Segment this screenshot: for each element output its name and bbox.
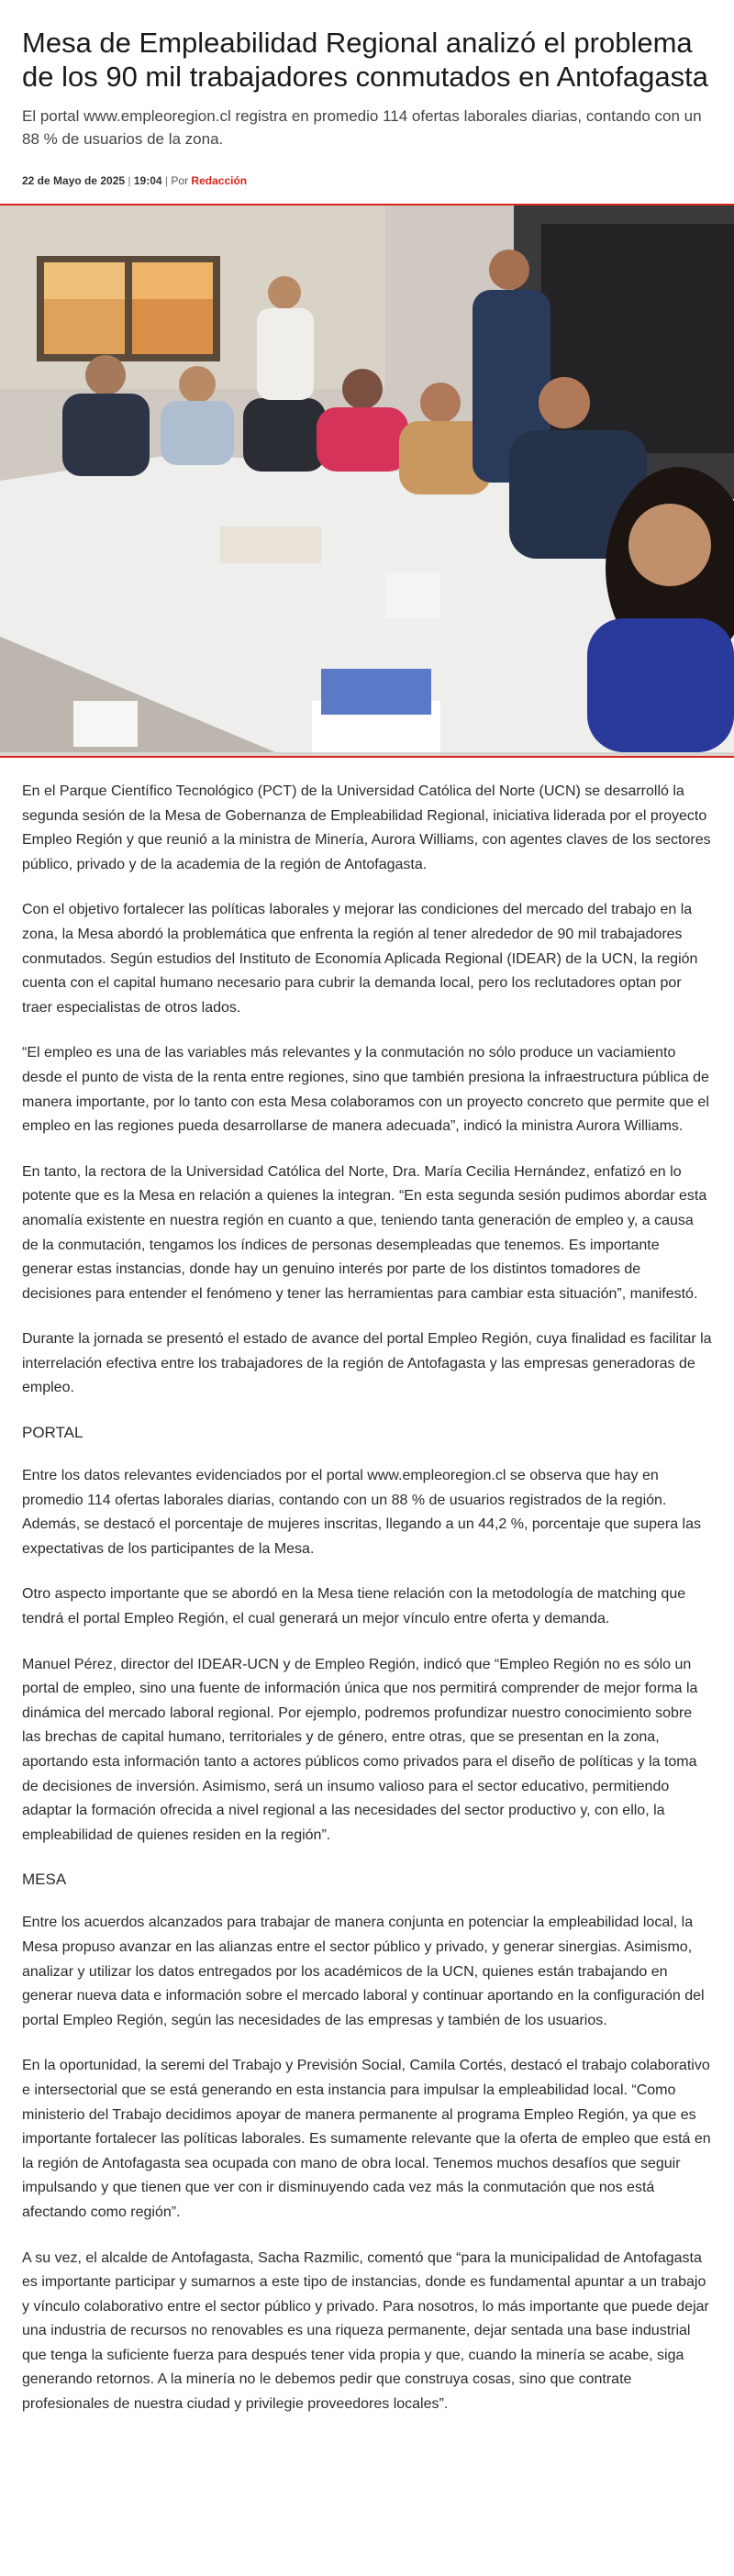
paragraph: “El empleo es una de las variables más relevantes y la conmutación no sólo produce un vaciamiento desde el punto de vista de la renta entre regiones, sino que también presiona la infraestructura pública de manera importante, por lo tanto con esta Mesa colaboramos con un proyecto concreto que permite que el empleo en las regiones pueda desarrollarse de manera adecuada”, indicó la ministra Aurora Williams.: [22, 1045, 709, 1135]
paragraph: En la oportunidad, la seremi del Trabajo y Previsión Social, Camila Cortés, destacó el trabajo colaborativo e intersectorial que se está generando en esta instancia para impulsar la empleabilidad local. “Como ministerio del Trabajo decidimos apoyar de manera permanente al programa Empleo Región, ya que es importante fortalecer las políticas laborales. Es sumamente relevante que la oferta de empleo que está en la región de Antofagasta sea ocupada con mano de obra local. Tenemos muchos desafíos que seguir impulsando y que tienen que ver con ir disminuyendo cada vez más la conmutación que nos está afectando como región”.: [22, 2058, 711, 2220]
paragraph: Entre los datos relevantes evidenciados por el portal www.empleoregion.cl se observa que hay en promedio 114 ofertas laborales diarias, contando con un 88 % de usuarios registrados de la región. Además, se destacó el porcentaje de mujeres inscritas, llegando a un 44,2 %, porcentaje que supera las expectativas de los participantes de la Mesa.: [22, 1468, 701, 1557]
article-header: [0, 0, 734, 187]
paragraph: A su vez, el alcalde de Antofagasta, Sacha Razmilic, comentó que “para la municipalidad de Antofagasta es importante participar y sumarnos a este tipo de instancias, donde es fundamental apuntar a un trabajo y vínculo colaborativo entre el sector público y privado. Para nosotros, lo más importante que puede dejar una industria de recursos no renovables es una riqueza permanente, dejar sentada una base industrial que tenga la suficiente fuerza para después tener vida propia y que, cuando la minería se acabe, siga generando retornos. A la minería no le debemos pedir que construya cosas, sino que contrate profesionales de nuestra ciudad y privilegie proveedores locales”.: [22, 2249, 709, 2413]
section-heading-portal: PORTAL: [22, 1424, 83, 1442]
meeting-photo-illustration: [0, 205, 734, 752]
article-time: 19:04: [133, 174, 162, 187]
by-label: Por: [171, 174, 189, 187]
paragraph: En tanto, la rectora de la Universidad Católica del Norte, Dra. María Cecilia Hernández, enfatizó en lo potente que es la Mesa en relación a quienes la integran. “En esta segunda sesión pudimos abordar esta anomalía existente en nuestra región en cuanto a que, teniendo tanta generación de empleo y, a causa de la conmutación, tengamos los índices de personas desempleadas que tenemos. Es importante generar estas instancias, donde hay un genuino interés por parte de los distintos tomadores de decisiones para entender el fenómeno y tener las herramientas para cambiar esta situación”, manifestó.: [22, 1163, 707, 1302]
article-meta: [22, 174, 712, 187]
paragraph: Manuel Pérez, director del IDEAR-UCN y de Empleo Región, indicó que “Empleo Región no es sólo un portal de empleo, sino una fuente de información única que nos permitirá comprender de mejor forma la dinámica del mercado laboral regional. Por ejemplo, podremos profundizar nuestro conocimiento sobre las brechas de capital humano, territoriales y de género, entre otras, que se presentan en la zona, aportando esta información tanto a actores públicos como privados para el diseño de políticas y la toma de decisiones de inversión. Asimismo, será un insumo valioso para el sector educativo, permitiendo adaptar la formación ofrecida a nivel regional a las necesidades del sector productivo y, con ello, la empleabilidad de quienes residen en la región”.: [22, 1656, 698, 1843]
article-body: [0, 758, 734, 2457]
article-date: 22 de Mayo de 2025: [22, 174, 126, 187]
author-link[interactable]: Redacción: [191, 174, 248, 187]
meta-separator: |: [128, 174, 131, 187]
article-subtitle: El portal www.empleoregion.cl registra en promedio 114 ofertas laborales diarias, contando con un 88 % de usuarios de la zona.: [22, 107, 702, 148]
paragraph: Otro aspecto importante que se abordó en la Mesa tiene relación con la metodología de matching que tendrá el portal Empleo Región, el cual generará un mejor vínculo entre oferta y demanda.: [22, 1586, 686, 1627]
paragraph: Entre los acuerdos alcanzados para trabajar de manera conjunta en potenciar la empleabilidad local, la Mesa propuso avanzar en las alianzas entre el sector público y privado, y generar sinergias. Asimismo, analizar y utilizar los datos entregados por los académicos de la UCN, quienes están trabajando en generar nueva data e información sobre el mercado laboral y continuar aportando en la configuración del portal Empleo Región, según las necesidades de las empresas y también de los usuarios.: [22, 1915, 705, 2028]
section-heading-mesa: MESA: [22, 1871, 67, 1889]
article-title: Mesa de Empleabilidad Regional analizó el problema de los 90 mil trabajadores conmutados en Antofagasta: [22, 27, 708, 93]
paragraph: Con el objetivo fortalecer las políticas laborales y mejorar las condiciones del mercado del trabajo en la zona, la Mesa abordó la problemática que enfrenta la región al tener alrededor de 90 mil trabajadores conmutados. Según estudios del Instituto de Economía Aplicada Regional (IDEAR) de la UCN, la región cuenta con el capital humano necesario para cubrir la demanda local, pero los reclutadores optan por traer especialistas de otros lados.: [22, 902, 698, 1016]
article-photo: [0, 204, 734, 758]
paragraph: Durante la jornada se presentó el estado de avance del portal Empleo Región, cuya finalidad es facilitar la interrelación efectiva entre los trabajadores de la región de Antofagasta y las empresas generadoras de empleo.: [22, 1331, 712, 1396]
meta-separator: |: [164, 174, 169, 187]
paragraph: En el Parque Científico Tecnológico (PCT) de la Universidad Católica del Norte (UCN) se desarrolló la segunda sesión de la Mesa de Gobernanza de Empleabilidad Regional, iniciativa liderada por el proyecto Empleo Región y que reunió a la ministra de Minería, Aurora Williams, con agentes claves de los sectores público, privado y de la academia de la región de Antofagasta.: [22, 783, 711, 872]
